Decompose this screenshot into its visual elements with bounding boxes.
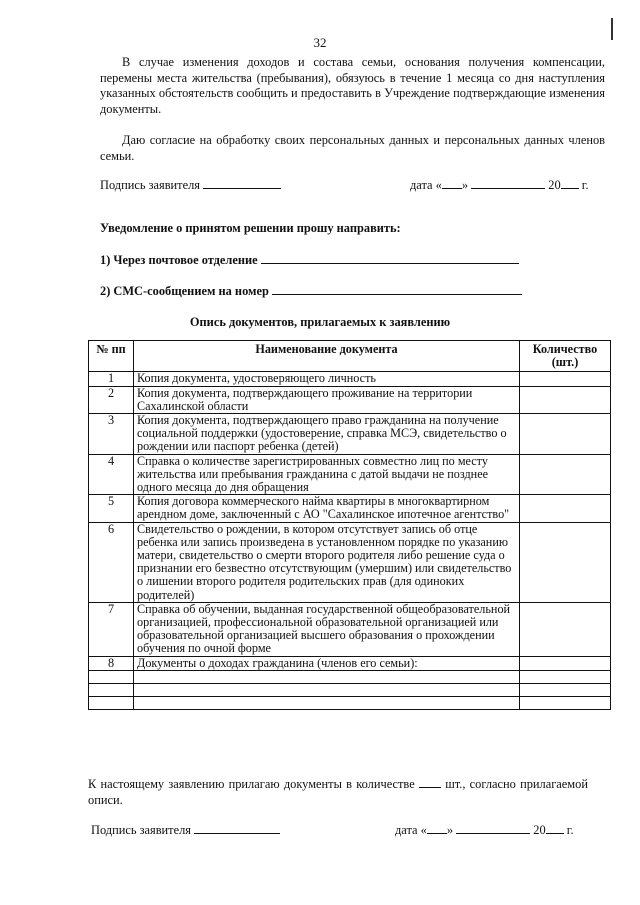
empty-cell[interactable] <box>89 683 134 696</box>
documents-table <box>88 340 611 710</box>
page-number: 32 <box>313 35 327 50</box>
table-row <box>89 372 611 386</box>
date-line-bottom <box>395 822 574 838</box>
date-label: дата <box>395 823 418 837</box>
table-row <box>89 656 611 670</box>
paragraph-attachments <box>88 776 588 808</box>
signature-label: Подпись заявителя <box>91 823 191 837</box>
attachments-count-field[interactable] <box>419 776 441 788</box>
row-number: 7 <box>89 602 134 656</box>
row-document-name: Документы о доходах гражданина (членов его семьи): <box>134 656 520 670</box>
attachments-text-b: шт., согласно прилагаемой описи. <box>88 777 588 807</box>
table-row <box>89 602 611 656</box>
paragraph-obligation: В случае изменения доходов и состава семьи, основания получения компенсации, перемены места жительства (пребывания), обязуюсь в течение 1 месяца со дня наступления указанных обстоятельств сообщить и предоставить в Учреждение подтверждающие изменения документы. <box>100 55 605 116</box>
row-number: 5 <box>89 495 134 522</box>
option-sms-label: 2) СМС-сообщением на номер <box>100 284 269 298</box>
table-row <box>89 522 611 602</box>
month-field[interactable] <box>456 822 530 834</box>
row-quantity-cell[interactable] <box>520 454 611 495</box>
year-field[interactable] <box>561 177 579 189</box>
empty-cell[interactable] <box>89 696 134 709</box>
date-label: дата <box>410 178 433 192</box>
quote-close: » <box>461 178 469 192</box>
row-document-name: Справка об обучении, выданная государственной общеобразовательной организацией, профессиональной образовательной организацией или образовательной организацией высшего образования о прохождении обучения по очной форме <box>134 602 520 656</box>
option-sms <box>100 283 522 299</box>
year-field[interactable] <box>546 822 564 834</box>
row-quantity-cell[interactable] <box>520 372 611 386</box>
quote-close: » <box>446 823 454 837</box>
row-number: 1 <box>89 372 134 386</box>
empty-cell[interactable] <box>134 670 520 683</box>
option-post <box>100 252 519 268</box>
day-field[interactable] <box>442 177 462 189</box>
empty-cell[interactable] <box>89 670 134 683</box>
row-document-name: Свидетельство о рождении, в котором отсутствует запись об отце ребенка или запись произведена в установленном порядке по указанию матери, свидетельство о смерти второго родителя либо решение суда о признании его безвестно отсутствующим (умершим) или свидетельство о лишении второго родителя родительских прав (для одиноких родителей) <box>134 522 520 602</box>
header-quantity: Количество (шт.) <box>520 341 611 372</box>
row-quantity-cell[interactable] <box>520 602 611 656</box>
row-document-name: Копия документа, подтверждающего проживание на территории Сахалинской области <box>134 386 520 413</box>
attachments-text-a: К настоящему заявлению прилагаю документы в количестве <box>88 777 415 791</box>
year-prefix: 20 <box>533 823 546 837</box>
empty-cell[interactable] <box>134 696 520 709</box>
signature-field[interactable] <box>194 822 280 834</box>
row-document-name: Копия документа, подтверждающего право гражданина на получение социальной поддержки (удостоверение, справка МСЭ, свидетельство о рождении или паспорт ребенка (детей) <box>134 414 520 455</box>
quote-open: « <box>435 178 442 192</box>
table-row <box>89 386 611 413</box>
row-number: 3 <box>89 414 134 455</box>
table-row <box>89 414 611 455</box>
signature-line-bottom <box>91 822 280 838</box>
row-document-name: Копия договора коммерческого найма квартиры в многоквартирном арендном доме, заключенный с АО "Сахалинское ипотечное агентство" <box>134 495 520 522</box>
row-number: 6 <box>89 522 134 602</box>
table-row-empty <box>89 683 611 696</box>
header-number: № пп <box>89 341 134 372</box>
year-suffix: г. <box>566 823 574 837</box>
option-post-label: 1) Через почтовое отделение <box>100 253 258 267</box>
year-suffix: г. <box>581 178 589 192</box>
empty-cell[interactable] <box>134 683 520 696</box>
table-row-empty <box>89 696 611 709</box>
signature-line-top <box>100 177 281 193</box>
post-office-field[interactable] <box>261 252 519 264</box>
row-quantity-cell[interactable] <box>520 495 611 522</box>
scan-edge-mark <box>611 18 613 40</box>
row-quantity-cell[interactable] <box>520 522 611 602</box>
year-prefix: 20 <box>548 178 561 192</box>
date-line-top <box>410 177 589 193</box>
header-name: Наименование документа <box>134 341 520 372</box>
empty-cell[interactable] <box>520 696 611 709</box>
table-row <box>89 495 611 522</box>
row-number: 2 <box>89 386 134 413</box>
signature-field[interactable] <box>203 177 281 189</box>
paragraph-consent: Даю согласие на обработку своих персональных данных и персональных данных членов семьи. <box>100 133 605 163</box>
row-quantity-cell[interactable] <box>520 414 611 455</box>
row-number: 4 <box>89 454 134 495</box>
table-title: Опись документов, прилагаемых к заявлению <box>189 315 451 329</box>
day-field[interactable] <box>427 822 447 834</box>
row-document-name: Справка о количестве зарегистрированных совместно лиц по месту жительства или пребывания гражданина с датой выдачи не позднее одного месяца до дня обращения <box>134 454 520 495</box>
row-document-name: Копия документа, удостоверяющего личность <box>134 372 520 386</box>
row-quantity-cell[interactable] <box>520 386 611 413</box>
row-number: 8 <box>89 656 134 670</box>
notify-heading: Уведомление о принятом решении прошу направить: <box>100 221 401 235</box>
signature-label: Подпись заявителя <box>100 178 200 192</box>
empty-cell[interactable] <box>520 670 611 683</box>
empty-cell[interactable] <box>520 683 611 696</box>
phone-number-field[interactable] <box>272 283 522 295</box>
table-row <box>89 454 611 495</box>
quote-open: « <box>420 823 427 837</box>
row-quantity-cell[interactable] <box>520 656 611 670</box>
table-header-row <box>89 341 611 372</box>
table-row-empty <box>89 670 611 683</box>
month-field[interactable] <box>471 177 545 189</box>
